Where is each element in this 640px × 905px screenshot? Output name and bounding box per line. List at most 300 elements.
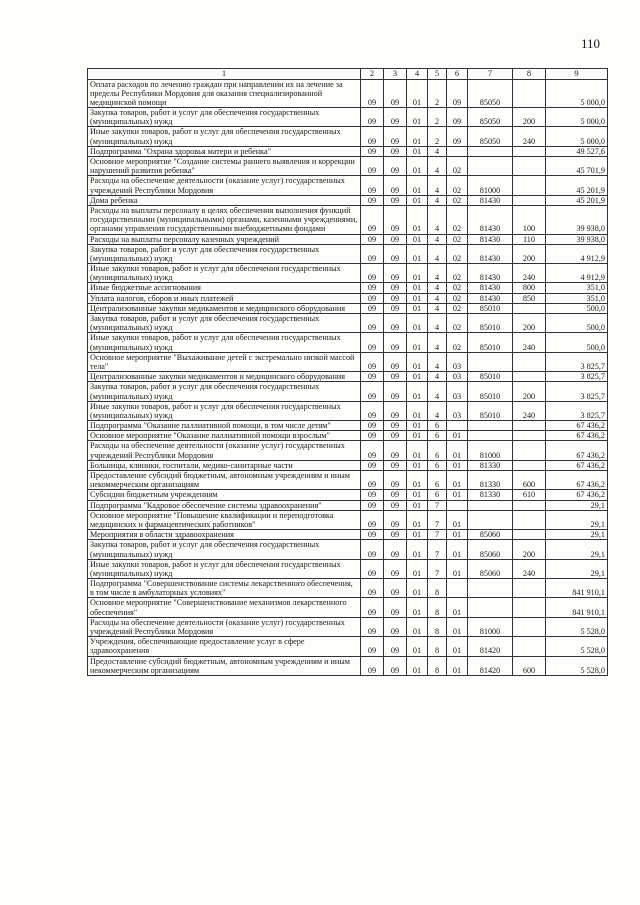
- expense-type-cell: [513, 530, 546, 540]
- subsection-code-cell: 09: [384, 656, 407, 675]
- expense-type-cell: 850: [513, 293, 546, 303]
- expense-type-cell: 200: [513, 244, 546, 263]
- subsection-code-cell: 09: [384, 157, 407, 176]
- target-code-cell: 85010: [468, 314, 513, 333]
- program-code-cell: 01: [407, 401, 428, 420]
- program-code-cell: 01: [407, 500, 428, 510]
- expense-type-cell: [513, 352, 546, 371]
- row-name-cell: Основное мероприятие "Выхаживание детей с экстремально низкой массой тела": [88, 352, 361, 371]
- program-code-cell: 01: [407, 617, 428, 636]
- event-code-cell: 01: [447, 530, 468, 540]
- section-code-cell: 09: [361, 157, 384, 176]
- program-code-cell: 01: [407, 176, 428, 195]
- row-name-cell: Учреждения, обеспечивающие предоставление услуг в сфере здравоохранения: [88, 637, 361, 656]
- event-code-cell: 01: [447, 471, 468, 490]
- subsection-code-cell: 09: [384, 559, 407, 578]
- row-name-cell: Предоставление субсидий бюджетным, автономным учреждениям и иным некоммерческим организациям: [88, 471, 361, 490]
- amount-cell: 29,1: [546, 540, 608, 559]
- amount-cell: 4 912,9: [546, 244, 608, 263]
- amount-cell: 351,0: [546, 293, 608, 303]
- expense-type-cell: [513, 500, 546, 510]
- event-code-cell: 02: [447, 157, 468, 176]
- target-code-cell: 81000: [468, 176, 513, 195]
- expense-type-cell: 800: [513, 283, 546, 293]
- section-code-cell: 09: [361, 530, 384, 540]
- expense-type-cell: [513, 510, 546, 529]
- subprogram-code-cell: 4: [428, 401, 447, 420]
- section-code-cell: 09: [361, 303, 384, 313]
- table-row: [88, 579, 608, 598]
- event-code-cell: [447, 146, 468, 156]
- event-code-cell: 09: [447, 127, 468, 146]
- program-code-cell: 01: [407, 157, 428, 176]
- row-name-cell: Закупка товаров, работ и услуг для обеспечения государственных (муниципальных) нужд: [88, 314, 361, 333]
- section-code-cell: 09: [361, 293, 384, 303]
- expense-type-cell: 240: [513, 127, 546, 146]
- amount-cell: 45 701,9: [546, 157, 608, 176]
- amount-cell: 500,0: [546, 333, 608, 352]
- row-name-cell: Основное мероприятие "Создание системы раннего выявления и коррекции нарушений развития ребенка": [88, 157, 361, 176]
- target-code-cell: [468, 431, 513, 441]
- section-code-cell: 09: [361, 500, 384, 510]
- table-row: [88, 490, 608, 500]
- section-code-cell: 09: [361, 234, 384, 244]
- expense-type-cell: [513, 79, 546, 108]
- section-code-cell: 09: [361, 195, 384, 205]
- amount-cell: 3 825,7: [546, 352, 608, 371]
- subprogram-code-cell: 4: [428, 372, 447, 382]
- target-code-cell: [468, 146, 513, 156]
- expense-type-cell: [513, 431, 546, 441]
- table-row: [88, 431, 608, 441]
- subprogram-code-cell: 4: [428, 352, 447, 371]
- expense-type-cell: 200: [513, 540, 546, 559]
- table-row: [88, 195, 608, 205]
- section-code-cell: 09: [361, 382, 384, 401]
- amount-cell: 29,1: [546, 530, 608, 540]
- row-name-cell: Уплата налогов, сборов и иных платежей: [88, 293, 361, 303]
- subsection-code-cell: 09: [384, 421, 407, 431]
- subsection-code-cell: 09: [384, 195, 407, 205]
- expense-type-cell: [513, 598, 546, 617]
- expense-type-cell: [513, 176, 546, 195]
- event-code-cell: 01: [447, 460, 468, 470]
- section-code-cell: 09: [361, 540, 384, 559]
- target-code-cell: [468, 579, 513, 598]
- row-name-cell: Подпрограмма "Оказание паллиативной помощи, в том числе детям": [88, 421, 361, 431]
- subsection-code-cell: 09: [384, 293, 407, 303]
- table-row: [88, 303, 608, 313]
- target-code-cell: 85010: [468, 401, 513, 420]
- subprogram-code-cell: 4: [428, 264, 447, 283]
- event-code-cell: 03: [447, 401, 468, 420]
- event-code-cell: 09: [447, 108, 468, 127]
- subsection-code-cell: 09: [384, 108, 407, 127]
- subprogram-code-cell: 6: [428, 471, 447, 490]
- amount-cell: 5 000,0: [546, 79, 608, 108]
- amount-cell: 29,1: [546, 500, 608, 510]
- subprogram-code-cell: 8: [428, 656, 447, 675]
- event-code-cell: 01: [447, 637, 468, 656]
- table-row: [88, 382, 608, 401]
- target-code-cell: 85050: [468, 108, 513, 127]
- target-code-cell: 85010: [468, 372, 513, 382]
- event-code-cell: 02: [447, 264, 468, 283]
- target-code-cell: 81330: [468, 471, 513, 490]
- section-code-cell: 09: [361, 314, 384, 333]
- program-code-cell: 01: [407, 314, 428, 333]
- subsection-code-cell: 09: [384, 510, 407, 529]
- program-code-cell: 01: [407, 471, 428, 490]
- target-code-cell: [468, 598, 513, 617]
- table-row: [88, 598, 608, 617]
- section-code-cell: 09: [361, 510, 384, 529]
- expense-type-cell: 200: [513, 382, 546, 401]
- target-code-cell: 85010: [468, 303, 513, 313]
- subsection-code-cell: 09: [384, 598, 407, 617]
- subprogram-code-cell: 8: [428, 617, 447, 636]
- row-name-cell: Иные бюджетные ассигнования: [88, 283, 361, 293]
- program-code-cell: 01: [407, 283, 428, 293]
- subprogram-code-cell: 4: [428, 244, 447, 263]
- amount-cell: 29,1: [546, 559, 608, 578]
- subsection-code-cell: 09: [384, 333, 407, 352]
- subsection-code-cell: 09: [384, 352, 407, 371]
- target-code-cell: 81000: [468, 617, 513, 636]
- column-header: 4: [407, 69, 428, 80]
- section-code-cell: 09: [361, 421, 384, 431]
- expense-type-cell: 600: [513, 471, 546, 490]
- table-row: [88, 617, 608, 636]
- program-code-cell: 01: [407, 490, 428, 500]
- amount-cell: 45 201,9: [546, 176, 608, 195]
- event-code-cell: 01: [447, 540, 468, 559]
- subsection-code-cell: 09: [384, 79, 407, 108]
- target-code-cell: 81430: [468, 244, 513, 263]
- subprogram-code-cell: 4: [428, 157, 447, 176]
- column-header: 1: [88, 69, 361, 80]
- event-code-cell: 03: [447, 352, 468, 371]
- subprogram-code-cell: 7: [428, 500, 447, 510]
- subprogram-code-cell: 8: [428, 637, 447, 656]
- target-code-cell: 81430: [468, 293, 513, 303]
- event-code-cell: 02: [447, 244, 468, 263]
- expense-type-cell: [513, 372, 546, 382]
- event-code-cell: 02: [447, 303, 468, 313]
- table-row: [88, 79, 608, 108]
- program-code-cell: 01: [407, 205, 428, 234]
- subprogram-code-cell: 4: [428, 234, 447, 244]
- target-code-cell: 81430: [468, 264, 513, 283]
- amount-cell: 67 436,2: [546, 441, 608, 460]
- table-row: [88, 559, 608, 578]
- section-code-cell: 09: [361, 579, 384, 598]
- table-row: [88, 441, 608, 460]
- target-code-cell: 81420: [468, 656, 513, 675]
- target-code-cell: 85050: [468, 79, 513, 108]
- table-row: [88, 127, 608, 146]
- target-code-cell: 81420: [468, 637, 513, 656]
- header-row: [88, 69, 608, 80]
- subprogram-code-cell: 6: [428, 421, 447, 431]
- expense-type-cell: 240: [513, 401, 546, 420]
- amount-cell: 5 528,0: [546, 656, 608, 675]
- subsection-code-cell: 09: [384, 264, 407, 283]
- amount-cell: 67 436,2: [546, 471, 608, 490]
- subprogram-code-cell: 4: [428, 382, 447, 401]
- target-code-cell: 81430: [468, 234, 513, 244]
- table-row: [88, 352, 608, 371]
- program-code-cell: 01: [407, 372, 428, 382]
- section-code-cell: 09: [361, 490, 384, 500]
- section-code-cell: 09: [361, 431, 384, 441]
- target-code-cell: [468, 352, 513, 371]
- amount-cell: 3 825,7: [546, 372, 608, 382]
- expense-type-cell: [513, 441, 546, 460]
- section-code-cell: 09: [361, 333, 384, 352]
- subsection-code-cell: 09: [384, 244, 407, 263]
- table-row: [88, 530, 608, 540]
- subsection-code-cell: 09: [384, 617, 407, 636]
- section-code-cell: 09: [361, 283, 384, 293]
- table-row: [88, 205, 608, 234]
- amount-cell: 841 910,1: [546, 598, 608, 617]
- table-row: [88, 372, 608, 382]
- target-code-cell: [468, 500, 513, 510]
- amount-cell: 67 436,2: [546, 490, 608, 500]
- section-code-cell: 09: [361, 401, 384, 420]
- row-name-cell: Иные закупки товаров, работ и услуг для обеспечения государственных (муниципальных) нужд: [88, 127, 361, 146]
- table-row: [88, 157, 608, 176]
- row-name-cell: Централизованные закупки медикаментов и медицинского оборудования: [88, 372, 361, 382]
- section-code-cell: 09: [361, 598, 384, 617]
- program-code-cell: 01: [407, 598, 428, 617]
- program-code-cell: 01: [407, 108, 428, 127]
- subprogram-code-cell: 2: [428, 79, 447, 108]
- column-header: 8: [513, 69, 546, 80]
- table-row: [88, 540, 608, 559]
- expense-type-cell: [513, 579, 546, 598]
- budget-table: [87, 68, 608, 676]
- section-code-cell: 09: [361, 352, 384, 371]
- expense-type-cell: 100: [513, 205, 546, 234]
- column-header: 2: [361, 69, 384, 80]
- section-code-cell: 09: [361, 176, 384, 195]
- target-code-cell: 85060: [468, 540, 513, 559]
- amount-cell: 39 938,0: [546, 205, 608, 234]
- row-name-cell: Иные закупки товаров, работ и услуг для обеспечения государственных (муниципальных) нужд: [88, 264, 361, 283]
- event-code-cell: 01: [447, 617, 468, 636]
- subprogram-code-cell: 7: [428, 530, 447, 540]
- program-code-cell: 01: [407, 421, 428, 431]
- expense-type-cell: [513, 617, 546, 636]
- row-name-cell: Больницы, клиники, госпитали, медико-санитарные части: [88, 460, 361, 470]
- row-name-cell: Иные закупки товаров, работ и услуг для обеспечения государственных (муниципальных) нужд: [88, 333, 361, 352]
- column-header: 5: [428, 69, 447, 80]
- row-name-cell: Субсидии бюджетным учреждениям: [88, 490, 361, 500]
- target-code-cell: [468, 421, 513, 431]
- subsection-code-cell: 09: [384, 401, 407, 420]
- subsection-code-cell: 09: [384, 540, 407, 559]
- table-row: [88, 293, 608, 303]
- subsection-code-cell: 09: [384, 500, 407, 510]
- program-code-cell: 01: [407, 234, 428, 244]
- subsection-code-cell: 09: [384, 471, 407, 490]
- section-code-cell: 09: [361, 559, 384, 578]
- expense-type-cell: 610: [513, 490, 546, 500]
- table-row: [88, 471, 608, 490]
- table-row: [88, 244, 608, 263]
- program-code-cell: 01: [407, 195, 428, 205]
- subprogram-code-cell: 2: [428, 108, 447, 127]
- table-row: [88, 234, 608, 244]
- section-code-cell: 09: [361, 146, 384, 156]
- event-code-cell: 02: [447, 293, 468, 303]
- event-code-cell: 09: [447, 79, 468, 108]
- target-code-cell: 85010: [468, 382, 513, 401]
- section-code-cell: 09: [361, 205, 384, 234]
- amount-cell: 841 910,1: [546, 579, 608, 598]
- subsection-code-cell: 09: [384, 490, 407, 500]
- subprogram-code-cell: 4: [428, 303, 447, 313]
- subsection-code-cell: 09: [384, 372, 407, 382]
- expense-type-cell: [513, 637, 546, 656]
- table-row: [88, 401, 608, 420]
- event-code-cell: 01: [447, 510, 468, 529]
- event-code-cell: 01: [447, 490, 468, 500]
- subsection-code-cell: 09: [384, 234, 407, 244]
- program-code-cell: 01: [407, 244, 428, 263]
- subprogram-code-cell: 2: [428, 127, 447, 146]
- program-code-cell: 01: [407, 293, 428, 303]
- table-row: [88, 176, 608, 195]
- subprogram-code-cell: 7: [428, 540, 447, 559]
- amount-cell: 67 436,2: [546, 460, 608, 470]
- table-row: [88, 264, 608, 283]
- row-name-cell: Расходы на обеспечение деятельности (оказание услуг) государственных учреждений Республики Мордовия: [88, 176, 361, 195]
- row-name-cell: Основное мероприятие "Оказание паллиативной помощи взрослым": [88, 431, 361, 441]
- subprogram-code-cell: 4: [428, 314, 447, 333]
- table-row: [88, 108, 608, 127]
- expense-type-cell: [513, 460, 546, 470]
- row-name-cell: Оплата расходов по лечению граждан при направлении их на лечение за пределы Республики Мордовия для оказания специализированной медицинской помощи: [88, 79, 361, 108]
- program-code-cell: 01: [407, 460, 428, 470]
- event-code-cell: 02: [447, 333, 468, 352]
- amount-cell: 500,0: [546, 314, 608, 333]
- target-code-cell: 81430: [468, 195, 513, 205]
- event-code-cell: 02: [447, 234, 468, 244]
- amount-cell: 3 825,7: [546, 382, 608, 401]
- amount-cell: 500,0: [546, 303, 608, 313]
- table-row: [88, 314, 608, 333]
- section-code-cell: 09: [361, 441, 384, 460]
- program-code-cell: 01: [407, 382, 428, 401]
- row-name-cell: Основное мероприятие "Повышение квалификации и переподготовка медицинских и фармацевтических работников": [88, 510, 361, 529]
- program-code-cell: 01: [407, 530, 428, 540]
- expense-type-cell: [513, 195, 546, 205]
- amount-cell: 5 000,0: [546, 108, 608, 127]
- row-name-cell: Подпрограмма "Охрана здоровья матери и ребенка": [88, 146, 361, 156]
- subsection-code-cell: 09: [384, 205, 407, 234]
- table-row: [88, 500, 608, 510]
- row-name-cell: Предоставление субсидий бюджетным, автономным учреждениям и иным некоммерческим организациям: [88, 656, 361, 675]
- event-code-cell: 01: [447, 598, 468, 617]
- row-name-cell: Основное мероприятие "Совершенствование механизмов лекарственного обеспечения": [88, 598, 361, 617]
- row-name-cell: Закупка товаров, работ и услуг для обеспечения государственных (муниципальных) нужд: [88, 382, 361, 401]
- row-name-cell: Дома ребенка: [88, 195, 361, 205]
- table-row: [88, 460, 608, 470]
- subsection-code-cell: 09: [384, 314, 407, 333]
- amount-cell: 29,1: [546, 510, 608, 529]
- program-code-cell: 01: [407, 146, 428, 156]
- subsection-code-cell: 09: [384, 382, 407, 401]
- page-number: 110: [580, 36, 600, 51]
- column-header: 3: [384, 69, 407, 80]
- subprogram-code-cell: 6: [428, 441, 447, 460]
- event-code-cell: 02: [447, 314, 468, 333]
- amount-cell: 4 912,9: [546, 264, 608, 283]
- amount-cell: 351,0: [546, 283, 608, 293]
- target-code-cell: 85050: [468, 127, 513, 146]
- section-code-cell: 09: [361, 108, 384, 127]
- amount-cell: 49 527,6: [546, 146, 608, 156]
- subsection-code-cell: 09: [384, 431, 407, 441]
- section-code-cell: 09: [361, 460, 384, 470]
- table-row: [88, 421, 608, 431]
- program-code-cell: 01: [407, 431, 428, 441]
- target-code-cell: [468, 157, 513, 176]
- subsection-code-cell: 09: [384, 127, 407, 146]
- subprogram-code-cell: 8: [428, 579, 447, 598]
- expense-type-cell: [513, 146, 546, 156]
- event-code-cell: 02: [447, 176, 468, 195]
- program-code-cell: 01: [407, 510, 428, 529]
- subsection-code-cell: 09: [384, 283, 407, 293]
- amount-cell: 3 825,7: [546, 401, 608, 420]
- amount-cell: 45 201,9: [546, 195, 608, 205]
- event-code-cell: 01: [447, 431, 468, 441]
- table-body: [88, 79, 608, 675]
- row-name-cell: Расходы на выплаты персоналу в целях обеспечения выполнения функций государственными (муниципальными) органами, казенными учреждениями, органами управления государственными внебюджетными фондами: [88, 205, 361, 234]
- target-code-cell: 81430: [468, 205, 513, 234]
- target-code-cell: [468, 510, 513, 529]
- event-code-cell: [447, 421, 468, 431]
- table-row: [88, 333, 608, 352]
- target-code-cell: 81000: [468, 441, 513, 460]
- row-name-cell: Закупка товаров, работ и услуг для обеспечения государственных (муниципальных) нужд: [88, 244, 361, 263]
- section-code-cell: 09: [361, 244, 384, 263]
- expense-type-cell: 240: [513, 264, 546, 283]
- subsection-code-cell: 09: [384, 637, 407, 656]
- target-code-cell: 81430: [468, 283, 513, 293]
- subprogram-code-cell: 7: [428, 559, 447, 578]
- event-code-cell: [447, 579, 468, 598]
- row-name-cell: Закупка товаров, работ и услуг для обеспечения государственных (муниципальных) нужд: [88, 108, 361, 127]
- subprogram-code-cell: 6: [428, 431, 447, 441]
- subprogram-code-cell: 8: [428, 598, 447, 617]
- subprogram-code-cell: 4: [428, 333, 447, 352]
- section-code-cell: 09: [361, 637, 384, 656]
- subprogram-code-cell: 4: [428, 176, 447, 195]
- subprogram-code-cell: 6: [428, 490, 447, 500]
- subsection-code-cell: 09: [384, 530, 407, 540]
- program-code-cell: 01: [407, 303, 428, 313]
- row-name-cell: Подпрограмма "Совершенствование системы лекарственного обеспечения, в том числе в амбулаторных условиях": [88, 579, 361, 598]
- subprogram-code-cell: 4: [428, 293, 447, 303]
- amount-cell: 5 528,0: [546, 637, 608, 656]
- section-code-cell: 09: [361, 127, 384, 146]
- event-code-cell: 01: [447, 559, 468, 578]
